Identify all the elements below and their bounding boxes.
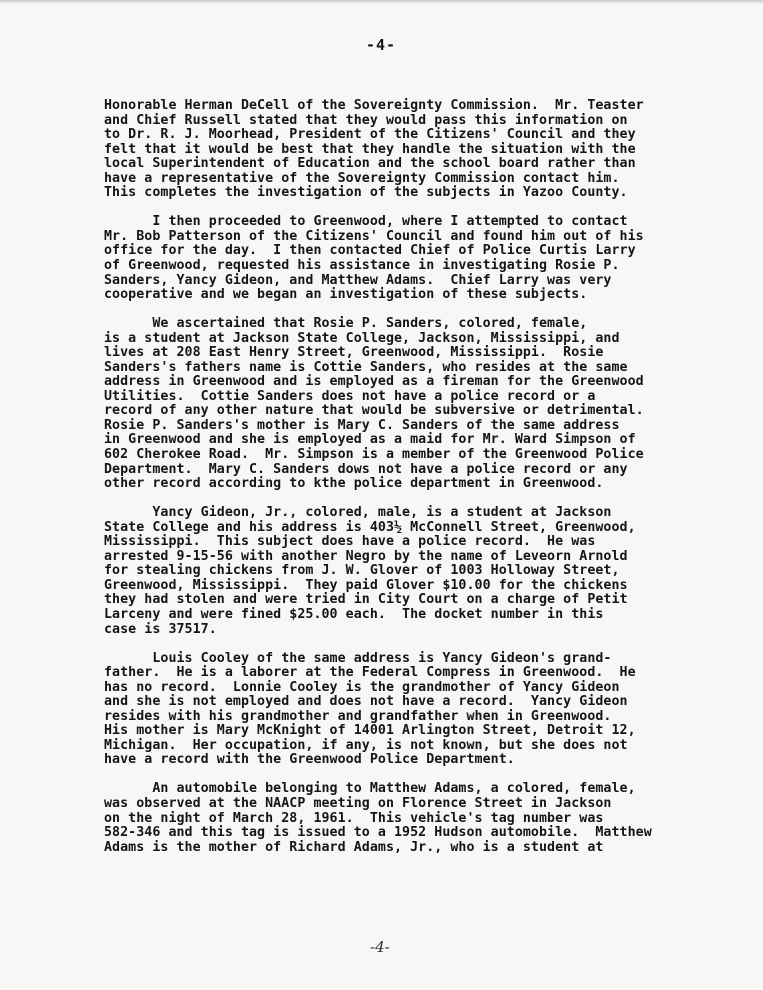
paragraph-6	[104, 782, 744, 855]
text-line: lives at 208 East Henry Street, Greenwood, Mississippi. Rosie	[104, 345, 604, 361]
text-line: Utilities. Cottie Sanders does not have a police record or a	[104, 388, 596, 404]
text-line: Sanders, Yancy Gideon, and Matthew Adams. Chief Larry was very	[104, 272, 612, 288]
text-line: Larceny and were fined $25.00 each. The docket number in this	[104, 607, 604, 622]
text-line: felt that it would be best that they handle the situation with the	[104, 141, 636, 157]
text-line: record of any other nature that would be subversive or detrimental.	[104, 403, 644, 419]
page-top-edge	[0, 0, 763, 4]
text-line: Adams is the mother of Richard Adams, Jr., who is a student at	[104, 839, 604, 855]
text-line: was observed at the NAACP meeting on Florence Street in Jackson	[104, 796, 612, 812]
text-line: Greenwood, Mississippi. They paid Glover $10.00 for the chickens	[104, 577, 628, 593]
text-line: is a student at Jackson State College, Jackson, Mississippi, and	[104, 330, 620, 346]
text-line: they had stolen and were tried in City Court on a charge of Petit	[104, 592, 628, 608]
text-line: has no record. Lonnie Cooley is the grandmother of Yancy Gideon	[104, 679, 620, 695]
paragraph-1	[104, 99, 744, 201]
text-line: of Greenwood, requested his assistance in investigating Rosie P.	[104, 257, 620, 273]
text-line: cooperative and we began an investigation of these subjects.	[104, 287, 588, 303]
text-line: 602 Cherokee Road. Mr. Simpson is a member of the Greenwood Police	[104, 447, 644, 463]
paragraph-4	[104, 506, 744, 637]
text-line: Michigan. Her occupation, if any, is not known, but she does not	[104, 737, 628, 753]
paragraph-5	[104, 652, 744, 768]
text-line: in Greenwood and she is employed as a maid for Mr. Ward Simpson of	[104, 432, 636, 448]
text-line: have a record with the Greenwood Police Department.	[104, 752, 515, 768]
text-line: to Dr. R. J. Moorhead, President of the Citizens' Council and they	[104, 127, 636, 143]
text-line: Sanders's fathers name is Cottie Sanders, who resides at the same	[104, 359, 628, 375]
document-body	[104, 99, 744, 870]
text-line: local Superintendent of Education and the school board rather than	[104, 156, 636, 172]
text-line: 582-346 and this tag is issued to a 1952 Hudson automobile. Matthew	[104, 825, 652, 841]
text-line: for stealing chickens from J. W. Glover of 1003 Holloway Street,	[104, 563, 620, 579]
text-line: on the night of March 28, 1961. This vehicle's tag number was	[104, 810, 604, 826]
text-line: I then proceeded to Greenwood, where I attempted to contact	[104, 214, 628, 230]
text-line: Rosie P. Sanders's mother is Mary C. Sanders of the same address	[104, 417, 620, 433]
text-line: This completes the investigation of the subjects in Yazoo County.	[104, 185, 628, 201]
text-line: An automobile belonging to Matthew Adams, a colored, female,	[104, 781, 636, 797]
text-line: State College and his address is 403½ McConnell Street, Greenwood,	[104, 519, 636, 535]
paragraph-3	[104, 317, 744, 492]
text-line: and she is not employed and does not have a record. Yancy Gideon	[104, 694, 628, 710]
text-line: other record according to kthe police department in Greenwood.	[104, 476, 604, 492]
text-line: Honorable Herman DeCell of the Sovereignty Commission. Mr. Teaster	[104, 98, 644, 113]
text-line: address in Greenwood and is employed as a fireman for the Greenwood	[104, 374, 644, 390]
text-line: office for the day. I then contacted Chief of Police Curtis Larry	[104, 243, 636, 259]
text-line: We ascertained that Rosie P. Sanders, colored, female,	[104, 316, 588, 332]
text-line: and Chief Russell stated that they would pass this information on	[104, 112, 628, 128]
text-line: Louis Cooley of the same address is Yancy Gideon's grand-	[104, 650, 612, 666]
text-line: resides with his grandmother and grandfather when in Greenwood.	[104, 708, 612, 724]
text-line: have a representative of the Sovereignty Commission contact him.	[104, 170, 620, 186]
text-line: case is 37517.	[104, 621, 217, 637]
text-line: Yancy Gideon, Jr., colored, male, is a student at Jackson	[104, 505, 612, 521]
text-line: His mother is Mary McKnight of 14001 Arlington Street, Detroit 12,	[104, 723, 636, 739]
text-line: Mr. Bob Patterson of the Citizens' Council and found him out of his	[104, 228, 644, 244]
text-line: Department. Mary C. Sanders dows not have a police record or any	[104, 461, 628, 477]
text-line: arrested 9-15-56 with another Negro by the name of Leveorn Arnold	[104, 548, 628, 564]
text-line: Mississippi. This subject does have a police record. He was	[104, 534, 596, 550]
page-number-footer: -4-	[370, 938, 390, 956]
page-number-header: -4-	[366, 36, 397, 54]
text-line: father. He is a laborer at the Federal Compress in Greenwood. He	[104, 665, 636, 681]
paragraph-2	[104, 215, 744, 302]
